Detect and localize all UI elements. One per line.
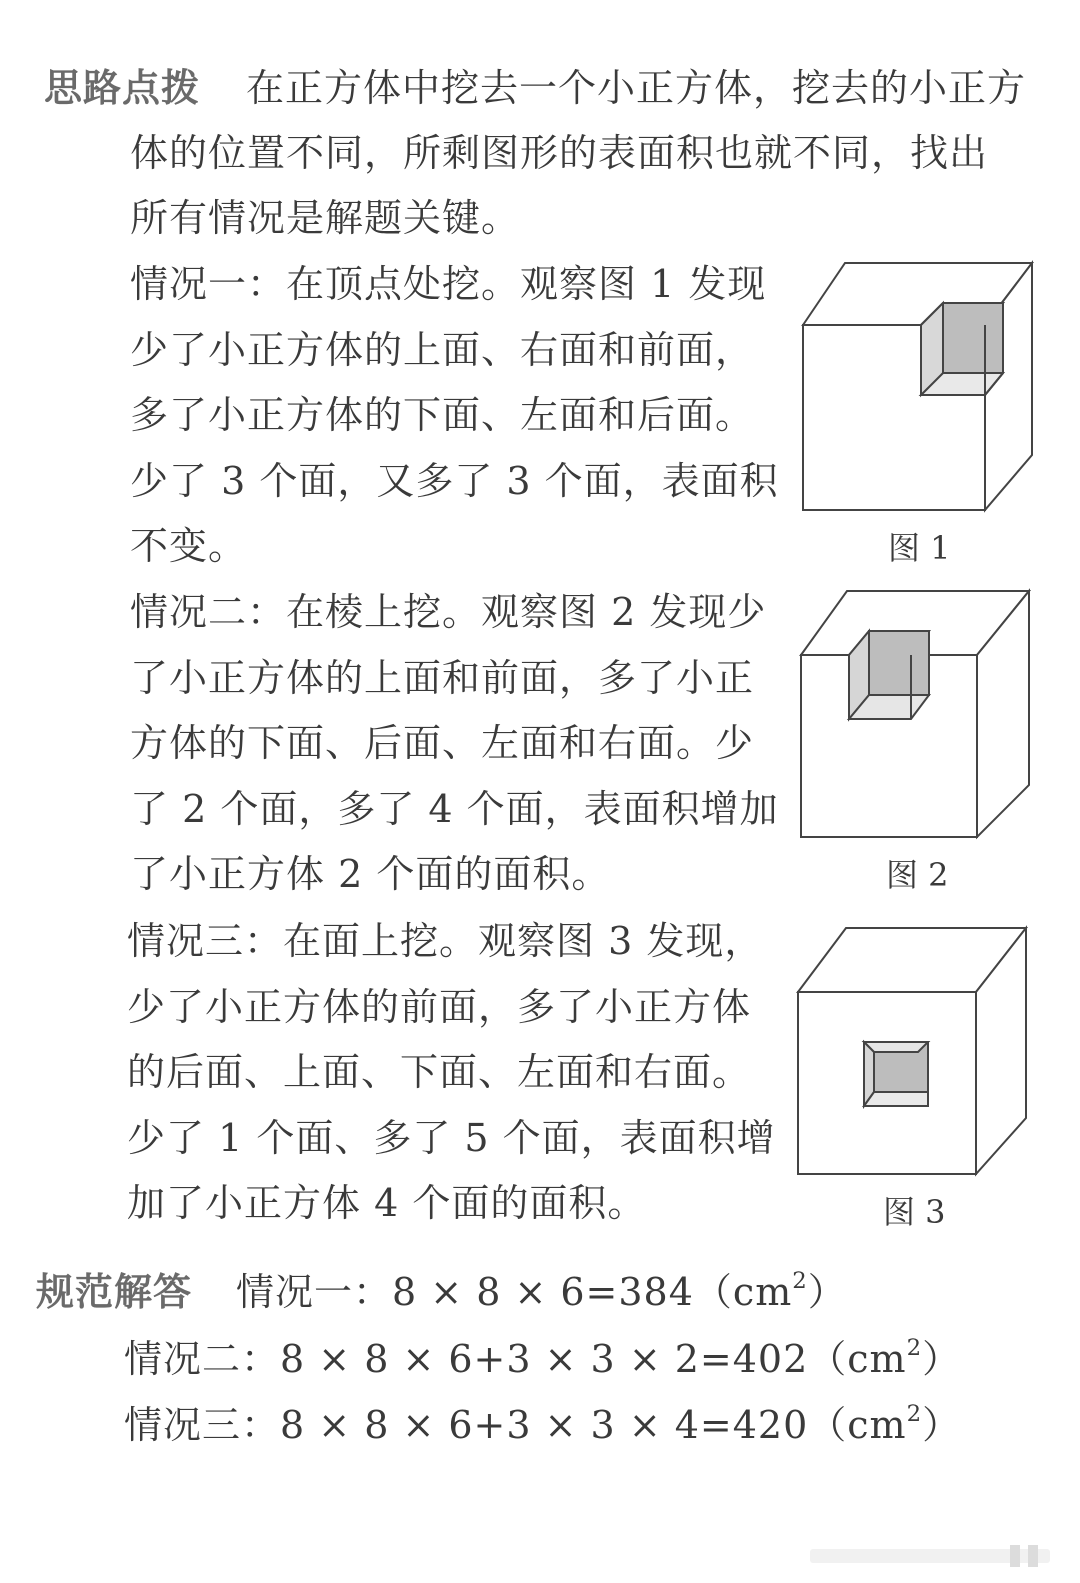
solution-line-3 bbox=[124, 1400, 962, 1447]
case1-line-3: 多了小正方体的下面、左面和后面。 bbox=[130, 393, 755, 437]
hint-line-3: 所有情况是解题关键。 bbox=[130, 196, 521, 240]
hint-line-1: 在正方体中挖去一个小正方体，挖去的小正方 bbox=[246, 66, 1027, 110]
solution-line-2-close: ） bbox=[922, 1337, 962, 1381]
figure-3-cube-face-cut bbox=[792, 922, 1037, 1180]
case2-line-2: 了小正方体的上面和前面，多了小正 bbox=[130, 656, 755, 700]
solution-line-3-label: 情况三： bbox=[124, 1403, 281, 1447]
case2-line-1: 情况二：在棱上挖。观察图 2 发现少 bbox=[130, 590, 767, 634]
figure-3-caption: 图 3 bbox=[883, 1193, 946, 1231]
solution-line-2-label: 情况二： bbox=[124, 1337, 281, 1381]
case3-line-4: 少了 1 个面、多了 5 个面，表面积增 bbox=[127, 1116, 776, 1160]
solution-line-1-sup: 2 bbox=[792, 1267, 808, 1294]
case1-line-1: 情况一：在顶点处挖。观察图 1 发现 bbox=[130, 262, 767, 306]
figure-1-cube-corner-cut bbox=[795, 255, 1040, 520]
solution-line-1-expr: 8 × 8 × 6=384（cm bbox=[392, 1270, 793, 1314]
case1-line-2: 少了小正方体的上面、右面和前面， bbox=[130, 328, 755, 372]
solution-line-2-sup: 2 bbox=[906, 1334, 923, 1361]
case2-line-5: 了小正方体 2 个面的面积。 bbox=[130, 852, 611, 896]
case3-line-3: 的后面、上面、下面、左面和右面。 bbox=[127, 1050, 752, 1094]
hint-line-2: 体的位置不同，所剩图形的表面积也就不同，找出 bbox=[130, 131, 989, 175]
hint-heading: 思路点拨 bbox=[44, 66, 201, 110]
solution-line-2-expr: 8 × 8 × 6+3 × 3 × 2=402（cm bbox=[280, 1337, 907, 1381]
solution-line-3-expr: 8 × 8 × 6+3 × 3 × 4=420（cm bbox=[280, 1403, 907, 1447]
case1-line-4: 少了 3 个面，又多了 3 个面，表面积 bbox=[130, 459, 779, 503]
case2-line-4: 了 2 个面，多了 4 个面，表面积增加 bbox=[130, 787, 779, 831]
case3-line-1: 情况三：在面上挖。观察图 3 发现， bbox=[127, 919, 764, 963]
case3-line-2: 少了小正方体的前面，多了小正方体 bbox=[127, 985, 752, 1029]
figure-2-caption: 图 2 bbox=[886, 856, 949, 894]
solution-line-3-close: ） bbox=[922, 1403, 962, 1447]
solution-line-2 bbox=[124, 1334, 962, 1381]
solution-line-1-close: ） bbox=[807, 1270, 847, 1314]
figure-1-caption: 图 1 bbox=[888, 529, 951, 567]
case1-line-5: 不变。 bbox=[130, 524, 248, 568]
case3-line-5: 加了小正方体 4 个面的面积。 bbox=[127, 1181, 647, 1225]
case2-line-3: 方体的下面、后面、左面和右面。少 bbox=[130, 721, 755, 765]
solution-heading: 规范解答 bbox=[36, 1270, 193, 1314]
watermark-mark bbox=[810, 1543, 1050, 1569]
solution-line-1-label: 情况一： bbox=[236, 1270, 393, 1314]
figure-2-cube-edge-cut bbox=[795, 585, 1040, 845]
solution-line-1 bbox=[236, 1267, 847, 1314]
solution-line-3-sup: 2 bbox=[906, 1400, 923, 1427]
